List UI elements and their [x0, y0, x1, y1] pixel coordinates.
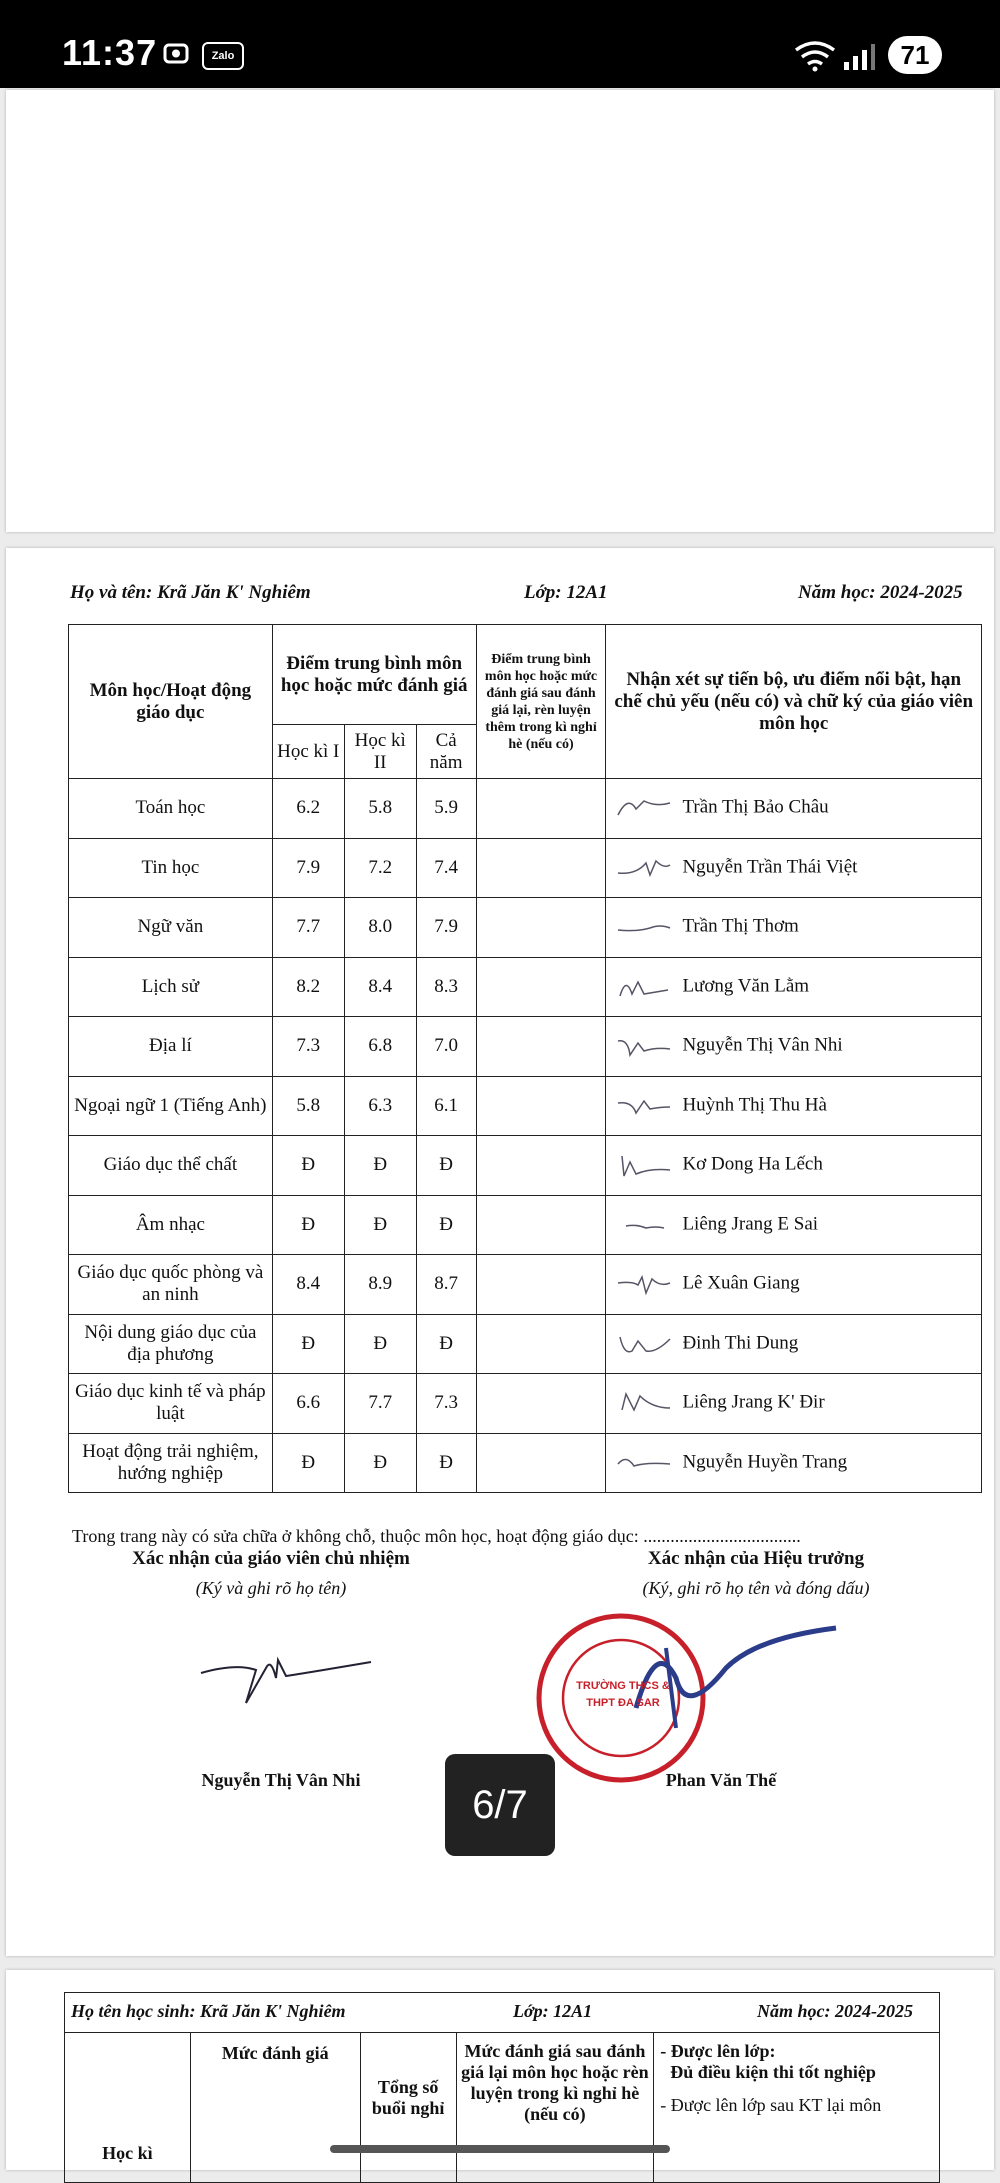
table-row	[69, 1255, 982, 1315]
wifi-icon	[792, 38, 838, 72]
subject-cell: Giáo dục thể chất	[69, 1136, 273, 1196]
next-col-lenlop: - Được lên lớp:	[660, 2041, 776, 2061]
hk2-cell: 5.8	[344, 779, 416, 839]
homeroom-signature	[196, 1648, 386, 1718]
reevaluation-cell	[476, 779, 606, 839]
signal-icon	[842, 42, 876, 72]
year-cell: 7.3	[416, 1374, 476, 1434]
next-col-dudieukien: Đủ điều kiện thi tốt nghiệp	[670, 2062, 876, 2082]
teacher-signature	[616, 1390, 672, 1416]
hk2-cell: 8.9	[344, 1255, 416, 1315]
year-cell: 7.9	[416, 898, 476, 958]
hk1-cell: Đ	[272, 1433, 344, 1493]
reevaluation-cell	[476, 957, 606, 1017]
principal-title: Xác nhận của Hiệu trưởng	[647, 1548, 865, 1569]
subject-cell: Tin học	[69, 838, 273, 898]
homeroom-title: Xác nhận của giáo viên chủ nhiệm	[132, 1548, 410, 1569]
hk1-cell: 7.9	[272, 838, 344, 898]
year-cell: Đ	[416, 1136, 476, 1196]
header-subject: Môn học/Hoạt động giáo dục	[69, 625, 273, 779]
teacher-signature	[616, 1331, 672, 1357]
next-col-mucdanhgia: Mức đánh giá	[190, 2033, 360, 2183]
reevaluation-cell	[476, 1136, 606, 1196]
header-average: Điểm trung bình môn học hoặc mức đánh giá	[272, 625, 476, 725]
teacher-signature	[616, 1450, 672, 1476]
reevaluation-cell	[476, 1374, 606, 1434]
subject-cell: Giáo dục quốc phòng và an ninh	[69, 1255, 273, 1315]
reevaluation-cell	[476, 898, 606, 958]
student-name: Họ và tên: Krã Jăn K' Nghiêm	[70, 582, 311, 603]
hk1-cell: 7.3	[272, 1017, 344, 1077]
table-row	[69, 1076, 982, 1136]
reevaluation-cell	[476, 1433, 606, 1493]
homeroom-sub: (Ký và ghi rõ họ tên)	[195, 1578, 347, 1598]
teacher-signature	[616, 795, 672, 821]
homeroom-name: Nguyễn Thị Vân Nhi	[201, 1770, 361, 1790]
teacher-name: Kơ Dong Ha Lếch	[682, 1153, 823, 1175]
subject-cell: Âm nhạc	[69, 1195, 273, 1255]
teacher-name: Liêng Jrang E Sai	[682, 1213, 819, 1235]
teacher-name: Lương Văn Lằm	[682, 975, 810, 997]
table-row	[69, 1314, 982, 1374]
hk1-cell: 6.2	[272, 779, 344, 839]
teacher-cell	[606, 1017, 982, 1077]
next-school-year: Năm học: 2024-2025	[757, 2001, 913, 2021]
table-row	[69, 1017, 982, 1077]
teacher-cell	[606, 898, 982, 958]
teacher-signature	[616, 1033, 672, 1059]
screenshot-icon	[162, 40, 190, 66]
year-cell: 5.9	[416, 779, 476, 839]
reevaluation-cell	[476, 1195, 606, 1255]
hk2-cell: Đ	[344, 1136, 416, 1196]
principal-name: Phan Văn Thế	[665, 1770, 777, 1790]
hk2-cell: 6.8	[344, 1017, 416, 1077]
teacher-cell	[606, 1374, 982, 1434]
table-row	[69, 1136, 982, 1196]
hk2-cell: Đ	[344, 1433, 416, 1493]
table-row	[69, 779, 982, 839]
reevaluation-cell	[476, 1314, 606, 1374]
teacher-cell	[606, 957, 982, 1017]
next-page-table	[64, 1992, 940, 2183]
year-cell: 7.0	[416, 1017, 476, 1077]
reevaluation-cell	[476, 1017, 606, 1077]
teacher-name: Nguyễn Trần Thái Việt	[682, 856, 858, 878]
next-col-hocki: Học kì	[65, 2033, 191, 2183]
stamp-text: TRƯỜNG THCS & THPT ĐA SAR	[576, 1680, 670, 1709]
reevaluation-cell	[476, 1255, 606, 1315]
hk1-cell: 8.4	[272, 1255, 344, 1315]
next-col-lenlop-sau: - Được lên lớp sau KT lại môn	[660, 2095, 882, 2115]
reevaluation-cell	[476, 1076, 606, 1136]
hk2-cell: 8.4	[344, 957, 416, 1017]
teacher-name: Trần Thị Thơm	[682, 915, 799, 937]
subject-cell: Ngoại ngữ 1 (Tiếng Anh)	[69, 1076, 273, 1136]
next-student-name: Họ tên học sinh: Krã Jăn K' Nghiêm	[71, 2001, 346, 2021]
header-comment: Nhận xét sự tiến bộ, ưu điểm nổi bật, hạn chế chủ yếu (nếu có) và chữ ký của giáo viên môn học	[606, 625, 982, 779]
status-time: 11:37	[62, 32, 158, 73]
correction-note: Trong trang này có sửa chữa ở không chỗ, thuộc môn học, hoạt động giáo dục: ...................................	[72, 1526, 801, 1546]
teacher-name: Nguyễn Huyền Trang	[682, 1451, 848, 1473]
subject-cell: Giáo dục kinh tế và pháp luật	[69, 1374, 273, 1434]
subject-cell: Toán học	[69, 779, 273, 839]
teacher-cell	[606, 1136, 982, 1196]
subject-cell: Hoạt động trải nghiệm, hướng nghiệp	[69, 1433, 273, 1493]
next-page	[6, 1970, 994, 2170]
hk2-cell: 8.0	[344, 898, 416, 958]
page-indicator: 6/7	[445, 1754, 555, 1856]
year-cell: Đ	[416, 1195, 476, 1255]
class-label: Lớp: 12A1	[524, 582, 608, 603]
teacher-signature	[616, 1152, 672, 1178]
table-row	[69, 957, 982, 1017]
subject-cell: Lịch sử	[69, 957, 273, 1017]
hk1-cell: Đ	[272, 1195, 344, 1255]
teacher-signature	[616, 1093, 672, 1119]
hk1-cell: Đ	[272, 1136, 344, 1196]
table-row	[69, 1374, 982, 1434]
hk2-cell: Đ	[344, 1314, 416, 1374]
hk2-cell: 7.2	[344, 838, 416, 898]
year-cell: Đ	[416, 1433, 476, 1493]
principal-sub: (Ký, ghi rõ họ tên và đóng dấu)	[642, 1578, 870, 1598]
previous-page	[6, 90, 994, 532]
hk1-cell: 7.7	[272, 898, 344, 958]
school-stamp	[526, 1608, 846, 1788]
teacher-name: Liêng Jrang K' Đir	[682, 1391, 825, 1413]
home-indicator[interactable]	[330, 2145, 670, 2153]
teacher-cell	[606, 838, 982, 898]
teacher-name: Trần Thị Bảo Châu	[682, 796, 829, 818]
year-cell: 6.1	[416, 1076, 476, 1136]
header-hk1: Học kì I	[272, 725, 344, 779]
hk2-cell: 7.7	[344, 1374, 416, 1434]
teacher-cell	[606, 779, 982, 839]
grades-table	[68, 624, 982, 1493]
teacher-signature	[616, 855, 672, 881]
next-col-sau: Mức đánh giá sau đánh giá lại môn học hoặc rèn luyện trong kì nghỉ hè (nếu có)	[456, 2033, 654, 2183]
header-year: Cả năm	[416, 725, 476, 779]
year-cell: 8.3	[416, 957, 476, 1017]
year-cell: 7.4	[416, 838, 476, 898]
teacher-cell	[606, 1255, 982, 1315]
year-cell: Đ	[416, 1314, 476, 1374]
teacher-cell	[606, 1433, 982, 1493]
teacher-signature	[616, 1271, 672, 1297]
zalo-icon: Zalo	[202, 42, 244, 70]
school-year: Năm học: 2024-2025	[798, 582, 963, 603]
subject-cell: Nội dung giáo dục của địa phương	[69, 1314, 273, 1374]
teacher-name: Lê Xuân Giang	[682, 1272, 800, 1294]
teacher-cell	[606, 1195, 982, 1255]
status-bar	[0, 0, 1000, 88]
teacher-signature	[616, 914, 672, 940]
hk1-cell: 8.2	[272, 957, 344, 1017]
teacher-name: Đinh Thi Dung	[682, 1332, 799, 1354]
table-row	[69, 838, 982, 898]
hk1-cell: Đ	[272, 1314, 344, 1374]
teacher-name: Nguyễn Thị Vân Nhi	[682, 1034, 843, 1056]
subject-cell: Ngữ văn	[69, 898, 273, 958]
hk1-cell: 5.8	[272, 1076, 344, 1136]
next-col-tongso: Tổng số buổi nghỉ	[360, 2033, 456, 2183]
subject-cell: Địa lí	[69, 1017, 273, 1077]
table-row	[69, 898, 982, 958]
hk2-cell: Đ	[344, 1195, 416, 1255]
header-reevaluation: Điểm trung bình môn học hoặc mức đánh giá sau đánh giá lại, rèn luyện thêm trong kì nghỉ hè (nếu có)	[476, 625, 606, 779]
table-row	[69, 1433, 982, 1493]
teacher-signature	[616, 1212, 672, 1238]
battery-indicator: 71	[888, 36, 942, 74]
teacher-cell	[606, 1314, 982, 1374]
header-hk2: Học kì II	[344, 725, 416, 779]
teacher-signature	[616, 974, 672, 1000]
teacher-name: Huỳnh Thị Thu Hà	[682, 1094, 827, 1116]
teacher-cell	[606, 1076, 982, 1136]
reevaluation-cell	[476, 838, 606, 898]
table-row	[69, 1195, 982, 1255]
report-page	[6, 548, 994, 1956]
next-class-label: Lớp: 12A1	[513, 2001, 593, 2021]
hk1-cell: 6.6	[272, 1374, 344, 1434]
year-cell: 8.7	[416, 1255, 476, 1315]
hk2-cell: 6.3	[344, 1076, 416, 1136]
